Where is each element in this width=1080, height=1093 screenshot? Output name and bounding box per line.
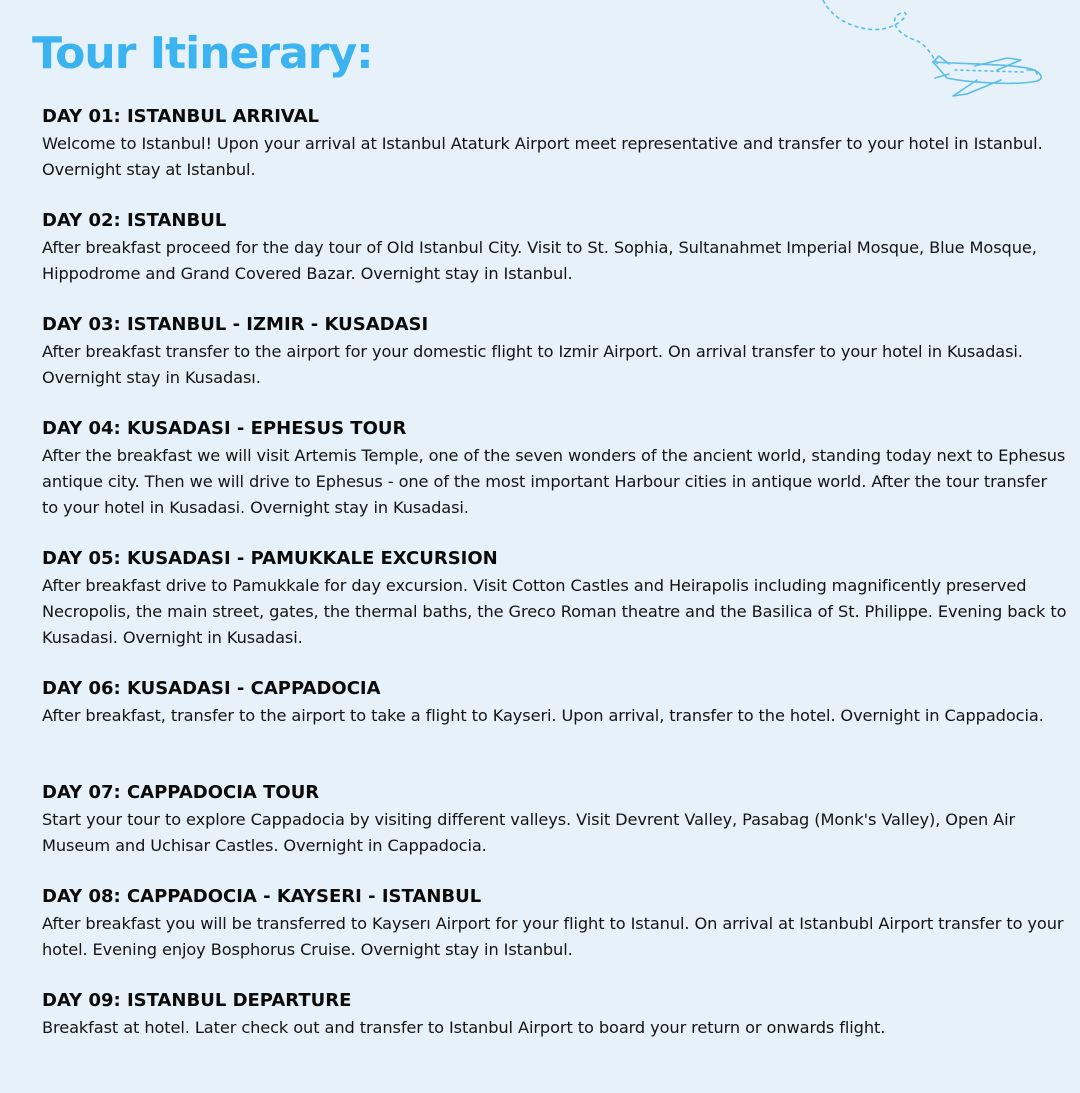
day-title: DAY 01: ISTANBUL ARRIVAL xyxy=(42,106,320,127)
itinerary-list xyxy=(42,105,1067,1093)
itinerary-day xyxy=(42,677,1067,781)
itinerary-day xyxy=(42,313,1067,417)
day-description: After breakfast proceed for the day tour of Old Istanbul City. Visit to St. Sophia, Sultanahmet Imperial Mosque, Blue Mosque, Hippodrome and Grand Covered Bazar. Overnight stay in Istanbul. xyxy=(42,238,1037,283)
day-description: After breakfast drive to Pamukkale for day excursion. Visit Cotton Castles and Heirapolis including magnificently preserved Necropolis, the main street, gates, the thermal baths, the Greco Roman theatre and the Basilica of St. Philippe. Evening back to Kusadasi. Overnight in Kusadasi. xyxy=(42,576,1067,647)
day-title: DAY 02: ISTANBUL xyxy=(42,210,227,231)
day-title: DAY 09: ISTANBUL DEPARTURE xyxy=(42,990,352,1011)
day-title: DAY 03: ISTANBUL - IZMIR - KUSADASI xyxy=(42,314,429,335)
itinerary-day xyxy=(42,105,1067,209)
day-description: After breakfast, transfer to the airport to take a flight to Kayseri. Upon arrival, transfer to the hotel. Overnight in Cappadocia. xyxy=(42,706,1044,725)
day-description: After breakfast you will be transferred to Kayserı Airport for your flight to Istanul. On arrival at Istanbubl Airport transfer to your hotel. Evening enjoy Bosphorus Cruise. Overnight stay in Istanbul. xyxy=(42,914,1064,959)
itinerary-day xyxy=(42,885,1067,989)
day-title: DAY 06: KUSADASI - CAPPADOCIA xyxy=(42,678,381,699)
airplane-icon xyxy=(815,0,1065,110)
day-description: Breakfast at hotel. Later check out and transfer to Istanbul Airport to board your return or onwards flight. xyxy=(42,1018,886,1037)
page-title: Tour Itinerary: xyxy=(32,28,373,79)
day-description: After breakfast transfer to the airport for your domestic flight to Izmir Airport. On arrival transfer to your hotel in Kusadasi. Overnight stay in Kusadası. xyxy=(42,342,1023,387)
itinerary-day xyxy=(42,781,1067,885)
itinerary-day xyxy=(42,417,1067,547)
day-description: After the breakfast we will visit Artemis Temple, one of the seven wonders of the ancient world, standing today next to Ephesus antique city. Then we will drive to Ephesus - one of the most important Harbour cities in antique world. After the tour transfer to your hotel in Kusadasi. Overnight stay in Kusadasi. xyxy=(42,446,1066,517)
day-description: Start your tour to explore Cappadocia by visiting different valleys. Visit Devrent Valley, Pasabag (Monk's Valley), Open Air Museum and Uchisar Castles. Overnight in Cappadocia. xyxy=(42,810,1016,855)
itinerary-day xyxy=(42,209,1067,313)
day-title: DAY 07: CAPPADOCIA TOUR xyxy=(42,782,320,803)
day-description: Welcome to Istanbul! Upon your arrival at Istanbul Ataturk Airport meet representative and transfer to your hotel in Istanbul. Overnight stay at Istanbul. xyxy=(42,134,1043,179)
day-title: DAY 05: KUSADASI - PAMUKKALE EXCURSION xyxy=(42,548,498,569)
itinerary-day xyxy=(42,547,1067,677)
day-title: DAY 08: CAPPADOCIA - KAYSERI - ISTANBUL xyxy=(42,886,482,907)
day-title: DAY 04: KUSADASI - EPHESUS TOUR xyxy=(42,418,407,439)
itinerary-day xyxy=(42,989,1067,1093)
